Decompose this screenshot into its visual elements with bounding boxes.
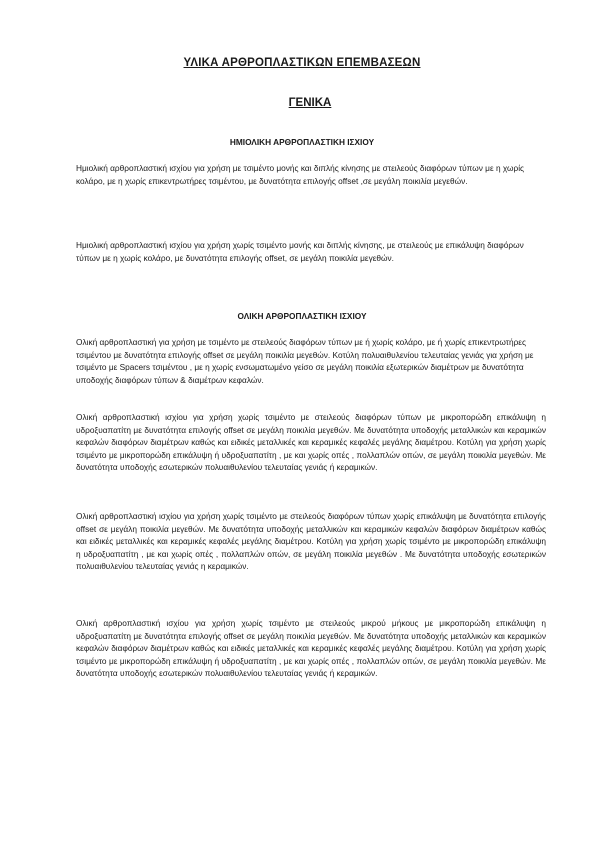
paragraph-partial-hip-cementless: Ημιολική αρθροπλαστική ισχίου για χρήση χωρίς τσιμέντο μονής και διπλής κίνησης, με στειλεούς με επικάλυψη διαφόρων τύπων με η χωρίς κολάρο, με δυνατότητα επιλογής offset, σε μεγάλη ποικιλία μεγεθών.: [76, 240, 524, 263]
paragraph-partial-hip-cemented: Ημιολική αρθροπλαστική ισχίου για χρήση με τσιμέντο μονής και διπλής κίνησης με στειλεούς διαφόρων τύπων με η χωρίς κολάρο, με η χωρίς επικεντρωτήρες τσιμέντου, με δυνατότητα επιλογής offset ,σε μεγάλη ποικιλία μεγεθών.: [76, 163, 525, 186]
section-heading-total-hip: ΟΛΙΚΗ ΑΡΘΡΟΠΛΑΣΤΙΚΗ ΙΣΧΙΟΥ: [237, 311, 367, 321]
section-heading-partial-hip: ΗΜΙΟΛΙΚΗ ΑΡΘΡΟΠΛΑΣΤΙΚΗ ΙΣΧΙΟΥ: [229, 137, 375, 147]
document-title: ΥΛΙΚΑ ΑΡΘΡΟΠΛΑΣΤΙΚΩΝ ΕΠΕΜΒΑΣΕΩΝ: [183, 57, 421, 69]
paragraph-total-hip-cemented: Ολική αρθροπλαστική για χρήση με τσιμέντο με στειλεούς διαφόρων τύπων με ή χωρίς κολάρο, με ή χωρίς επικεντρωτήρες τσιμέντου με δυνατότητα επιλογής offset σε μεγάλη ποικιλία μεγεθών. Κοτύλη πολυαιθυλενίου τελευταίας γενιάς για χρήση με τσιμέντο με Spacers τσιμέντου , με η χωρίς ενσωματωμένο γείσο σε μεγάλη ποικιλία εξωτερικών διαμέτρων με δυνατότητα υποδοχής διαφόρων τύπων & διαμέτρων κεφαλών.: [76, 337, 534, 385]
paragraph-total-hip-cementless-coated: Ολική αρθροπλαστική ισχίου για χρήση χωρίς τσιμέντο με στειλεούς διαφόρων τύπων με μικροπορώδη επικάλυψη η υδροξυαπατίτη με δυνατότητα επιλογής offset σε μεγάλη ποικιλία μεγεθών. Με δυνατότητα υποδοχής μεταλλικών και κεραμικών κεφαλών διαφόρων διαμέτρων καθώς και ειδικές μεταλλικές και κεραμικές κεφαλές μεγάλης διαμέτρου. Κοτύλη για χρήση χωρίς τσιμέντο με μικροπορώδη επικάλυψη ή υδροξυαπατίτη , με και χωρίς οπές , πολλαπλών οπών, σε μεγάλη ποικιλία μεγεθών. Με δυνατότητα υποδοχής εσωτερικών πολυαιθυλενίου τελευταίας γενιάς ή κεραμικών.: [76, 412, 546, 473]
document-subtitle: ΓΕΝΙΚΑ: [288, 97, 332, 109]
paragraph-total-hip-short-stem: Ολική αρθροπλαστική ισχίου για χρήση χωρίς τσιμέντο με στειλεούς μικρού μήκους με μικροπορώδη επικάλυψη η υδροξυαπατίτη με δυνατότητα επιλογής offset σε μεγάλη ποικιλία μεγεθών. Με δυνατότητα υποδοχής μεταλλικών και κεραμικών κεφαλών διαφόρων διαμέτρων καθώς και ειδικές μεταλλικές και κεραμικές κεφαλές μεγάλης διαμέτρου. Κοτύλη για χρήση χωρίς τσιμέντο με μικροπορώδη επικάλυψη ή υδροξυαπατίτη , με και χωρίς οπές , πολλαπλών οπών, σε μεγάλη ποικιλία μεγεθών. Με δυνατότητα υποδοχής εσωτερικών πολυαιθυλενίου τελευταίας γενιάς ή κεραμικών.: [76, 618, 546, 679]
paragraph-total-hip-cementless-uncoated: Ολική αρθροπλαστική ισχίου για χρήση χωρίς τσιμέντο με στειλεούς διαφόρων τύπων χωρίς επικάλυψη με δυνατότητα επιλογής offset σε μεγάλη ποικιλία μεγεθών. Με δυνατότητα υποδοχής μεταλλικών και κεραμικών κεφαλών διαφόρων διαμέτρων καθώς και ειδικές μεταλλικές και κεραμικές κεφαλές μεγάλης διαμέτρου. Κοτύλη για χρήση χωρίς τσιμέντο με μικροπορώδη επικάλυψη η υδροξυαπατίτη , με και χωρίς οπές , πολλαπλών οπών, σε μεγάλη ποικιλία μεγεθών . Με δυνατότητα υποδοχής εσωτερικών πολυαιθυλενίου τελευταίας γενιάς η κεραμικών.: [76, 511, 546, 572]
